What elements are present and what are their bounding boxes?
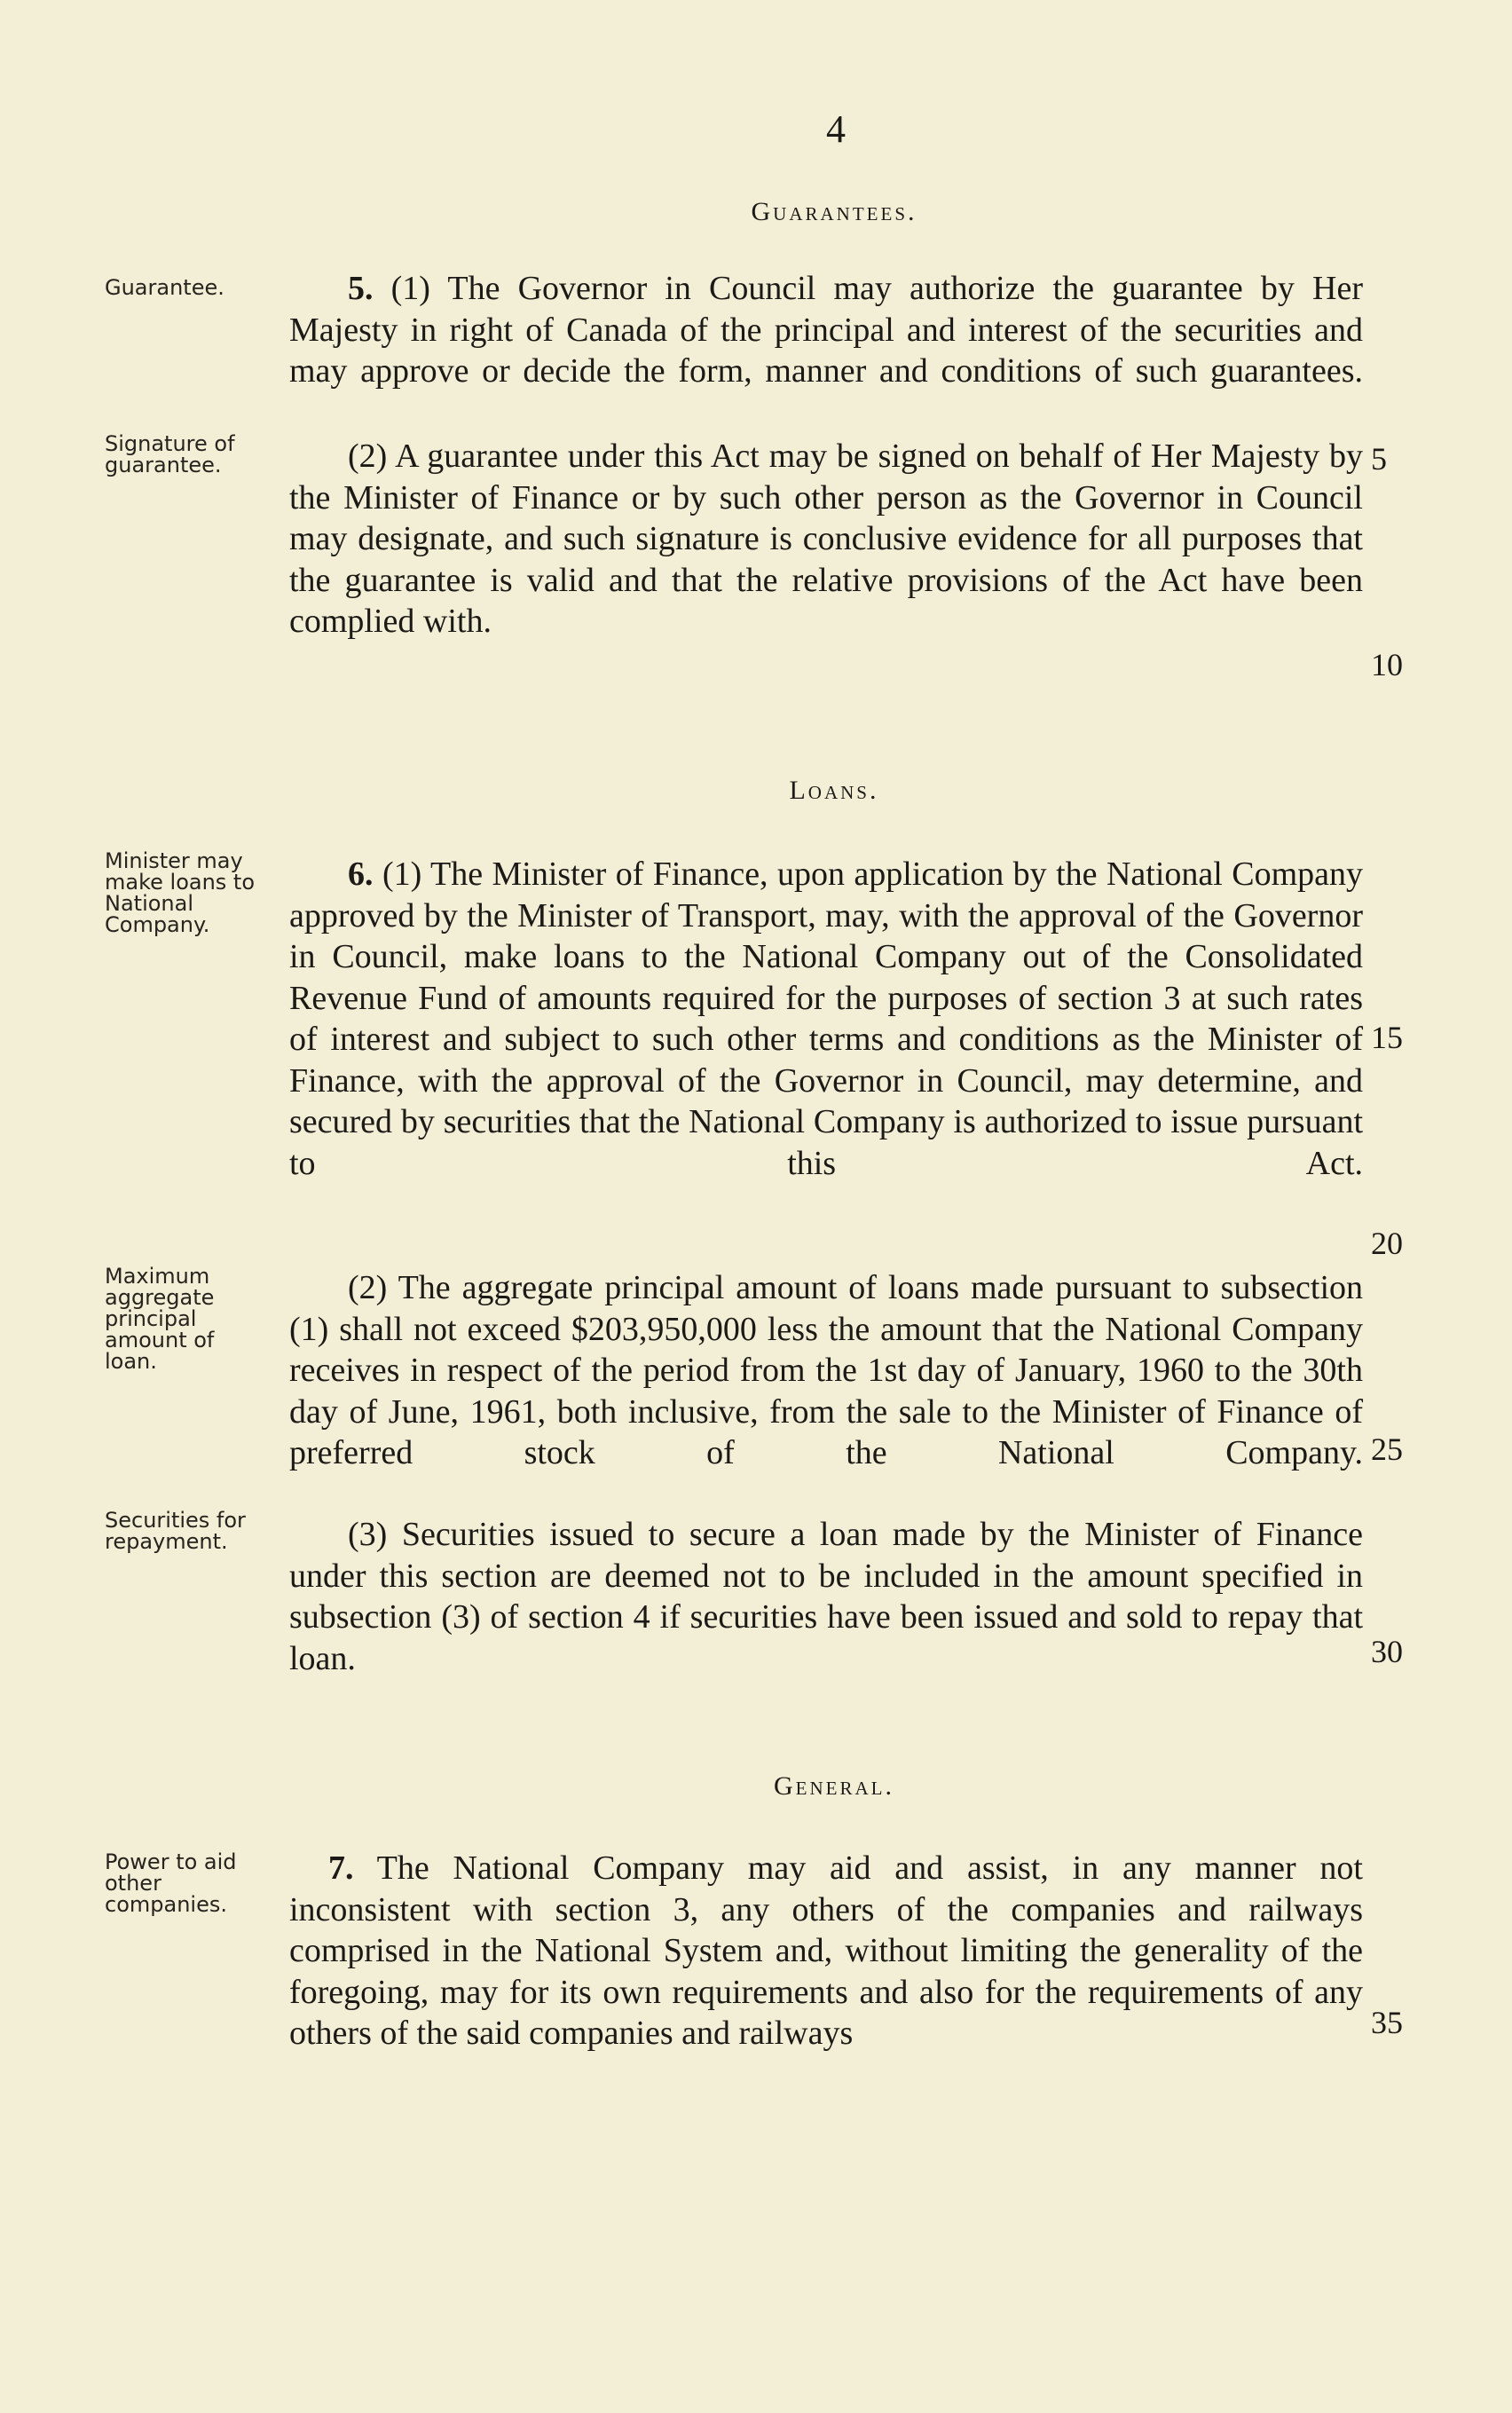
margin-note-guarantee: Guarantee. <box>105 275 224 300</box>
section-heading-general: General. <box>774 1771 894 1801</box>
margin-note-maximum-loan: Maximum aggregate principal amount of loan. <box>105 1264 215 1374</box>
section-heading-loans: Loans. <box>789 776 879 805</box>
paragraph-7: 7. The National Company may aid and assist, in any manner not inconsistent with section 3, any others of the companies and railways comprised in the National System and, without limiting the generality of the foregoing, may for its own requirements and also for the requirements of any others of the said companies and railways <box>289 1849 1363 2052</box>
margin-note-minister-loans: Minister may make loans to National Company. <box>105 848 256 937</box>
section-number: 5. <box>348 270 374 307</box>
line-number: 20 <box>1371 1226 1403 1261</box>
section-heading-guarantees: Guarantees. <box>751 197 917 226</box>
margin-note-signature: Signature of guarantee. <box>105 431 235 477</box>
line-number: 10 <box>1371 647 1403 682</box>
line-number: 5 <box>1371 441 1387 477</box>
paragraph-6-1: 6. (1) The Minister of Finance, upon application by the National Company approved by the Minister of Transport, may, with the approval of the Governor in Council, make loans to the National Company out of the Consolidated Revenue Fund of amounts required for the purposes of section 3 at such rates of interest and subject to such other terms and conditions as the Minister of Finance, with the approval of the Governor in Council, may determine, and secured by securities that the National Company is authorized to issue pursuant to this Act. <box>289 856 1363 1182</box>
margin-note-securities: Securities for repayment. <box>105 1508 246 1554</box>
line-number: 30 <box>1371 1634 1403 1669</box>
paragraph-6-3: (3) Securities issued to secure a loan made by the Minister of Finance under this section are deemed not to be included in the amount specified in subsection (3) of section 4 if securities have been issued and sold to repay that loan. <box>289 1516 1363 1677</box>
paragraph-5-2: (2) A guarantee under this Act may be signed on behalf of Her Majesty by the Minister of Finance or by such other person as the Governor in Council may designate, and such signature is conclusive evidence for all purposes that the guarantee is valid and that the relative provisions of the Act have been complied with. <box>289 438 1363 640</box>
margin-note-power-to-aid: Power to aid other companies. <box>105 1849 237 1917</box>
section-number: 7. <box>328 1849 354 1887</box>
line-number: 35 <box>1371 2005 1403 2040</box>
line-number: 15 <box>1371 1020 1403 1055</box>
page-number: 4 <box>826 107 846 151</box>
section-number: 6. <box>348 856 374 893</box>
line-number: 25 <box>1371 1431 1403 1467</box>
paragraph-5-1: 5. (1) The Governor in Council may authorize the guarantee by Her Majesty in right of Canada of the principal and interest of the securities and may approve or decide the form, manner and conditions of such guarantees. <box>289 270 1364 390</box>
paragraph-6-2: (2) The aggregate principal amount of loans made pursuant to subsection (1) shall not exceed $203,950,000 less the amount that the National Company receives in respect of the period from the 1st day of January, 1960 to the 30th day of June, 1961, both inclusive, from the sale to the Minister of Finance of preferred stock of the National Company. <box>289 1269 1363 1471</box>
